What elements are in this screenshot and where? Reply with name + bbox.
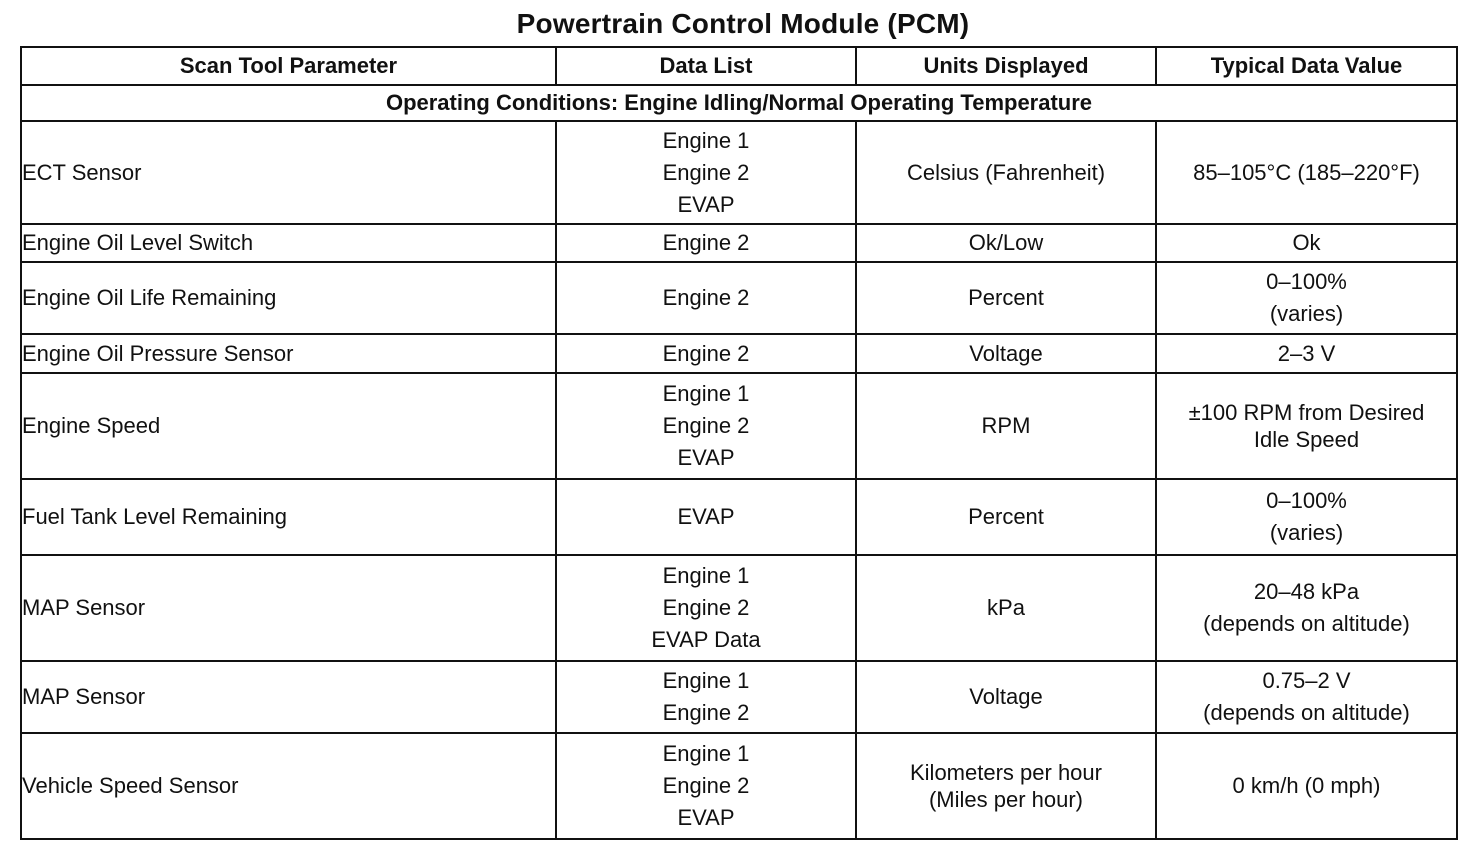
units-cell [856, 224, 1156, 262]
table-row [21, 555, 1457, 661]
units-cell [856, 555, 1156, 661]
typical-value-cell [1156, 479, 1457, 555]
units-cell [856, 334, 1156, 373]
parameter-cell: ECT Sensor [21, 121, 556, 224]
typical-value-cell [1156, 373, 1457, 479]
data-list-cell [556, 373, 856, 479]
data-list-cell-line: Engine 2 [662, 413, 750, 438]
header-row [21, 47, 1457, 85]
units-cell [856, 479, 1156, 555]
table-row [21, 121, 1457, 224]
data-list-cell-line: Engine 2 [662, 230, 750, 255]
units-cell [856, 733, 1156, 839]
data-list-cell [556, 479, 856, 555]
data-list-cell [556, 733, 856, 839]
typical-value-cell [1156, 121, 1457, 224]
header-scan-tool-parameter: Scan Tool Parameter [21, 47, 556, 85]
typical-value-cell [1156, 555, 1457, 661]
page-title: Powertrain Control Module (PCM) [516, 8, 970, 39]
typical-value-cell-line: (varies) [1269, 301, 1344, 326]
data-list-cell-line: Engine 1 [662, 381, 750, 406]
data-list-cell-line: Engine 1 [662, 127, 750, 153]
data-list-cell-line: Engine 2 [662, 595, 750, 620]
parameter-cell: MAP Sensor [21, 555, 556, 661]
typical-value-cell-line: Idle Speed [1253, 427, 1360, 452]
typical-value-cell-line: 0.75–2 V [1262, 668, 1351, 693]
data-list-cell-line: Engine 1 [662, 741, 750, 766]
units-cell-line: Kilometers per hour [910, 760, 1102, 785]
data-list-cell-line: Engine 2 [662, 700, 750, 725]
typical-value-cell [1156, 661, 1457, 733]
data-list-cell-line: Engine 1 [662, 668, 750, 693]
typical-value-cell-line: (varies) [1269, 520, 1344, 545]
units-cell [856, 262, 1156, 334]
parameter-cell: Vehicle Speed Sensor [21, 733, 556, 839]
parameter-cell: Engine Oil Pressure Sensor [21, 334, 556, 373]
typical-value-cell-line: 2–3 V [1277, 340, 1336, 366]
typical-value-cell [1156, 224, 1457, 262]
units-cell-line: Ok/Low [968, 230, 1044, 255]
data-list-cell-line: EVAP [677, 191, 735, 217]
typical-value-cell-line: Ok [1292, 230, 1321, 255]
typical-value-cell [1156, 733, 1457, 839]
typical-value-cell [1156, 262, 1457, 334]
parameter-cell: Engine Speed [21, 373, 556, 479]
data-list-cell [556, 661, 856, 733]
parameter-cell: Fuel Tank Level Remaining [21, 479, 556, 555]
data-list-cell [556, 121, 856, 224]
units-cell-line: Percent [968, 504, 1044, 529]
units-cell-line: Voltage [969, 684, 1043, 709]
typical-value-cell-line: 0–100% [1266, 269, 1347, 294]
data-list-cell-line: Engine 2 [662, 773, 750, 798]
table-row [21, 733, 1457, 839]
data-list-cell-line: EVAP [677, 805, 735, 830]
units-cell [856, 121, 1156, 224]
typical-value-cell-line: 0–100% [1266, 488, 1347, 513]
table-row [21, 661, 1457, 733]
data-list-cell-line: EVAP [677, 504, 735, 529]
header-data-list: Data List [556, 47, 856, 85]
data-list-cell-line: EVAP [677, 445, 735, 470]
data-list-cell-line: Engine 2 [662, 340, 750, 366]
units-cell-line: Voltage [969, 340, 1043, 366]
typical-value-cell-line: 0 km/h (0 mph) [1232, 773, 1381, 798]
header-units-displayed: Units Displayed [856, 47, 1156, 85]
table-row [21, 479, 1457, 555]
table-row [21, 334, 1457, 373]
operating-conditions: Operating Conditions: Engine Idling/Normal Operating Temperature [21, 85, 1457, 121]
units-cell-line: Celsius (Fahrenheit) [906, 159, 1106, 185]
typical-value-cell-line: 20–48 kPa [1253, 579, 1360, 604]
typical-value-cell-line: ±100 RPM from Desired [1188, 400, 1425, 425]
data-list-cell [556, 224, 856, 262]
units-cell [856, 661, 1156, 733]
data-list-cell-line: EVAP Data [651, 627, 761, 652]
typical-value-cell-line: (depends on altitude) [1203, 611, 1410, 636]
table-row [21, 373, 1457, 479]
table-row [21, 224, 1457, 262]
parameter-cell: MAP Sensor [21, 661, 556, 733]
typical-value-cell-line: (depends on altitude) [1203, 700, 1410, 725]
units-cell-line: RPM [981, 413, 1031, 438]
data-list-cell-line: Engine 2 [662, 159, 750, 185]
data-list-cell [556, 334, 856, 373]
units-cell-line: kPa [987, 595, 1025, 620]
data-list-cell-line: Engine 1 [662, 563, 750, 588]
units-cell [856, 373, 1156, 479]
parameter-cell: Engine Oil Life Remaining [21, 262, 556, 334]
pcm-data-table [20, 46, 1458, 840]
typical-value-cell-line: 85–105°C (185–220°F) [1193, 159, 1420, 185]
header-typical-data-value: Typical Data Value [1156, 47, 1457, 85]
table-row [21, 262, 1457, 334]
typical-value-cell [1156, 334, 1457, 373]
data-list-cell [556, 555, 856, 661]
parameter-cell: Engine Oil Level Switch [21, 224, 556, 262]
data-list-cell-line: Engine 2 [662, 285, 750, 310]
units-cell-line: (Miles per hour) [928, 787, 1084, 812]
data-list-cell [556, 262, 856, 334]
units-cell-line: Percent [968, 285, 1044, 310]
operating-conditions-row [21, 85, 1457, 121]
